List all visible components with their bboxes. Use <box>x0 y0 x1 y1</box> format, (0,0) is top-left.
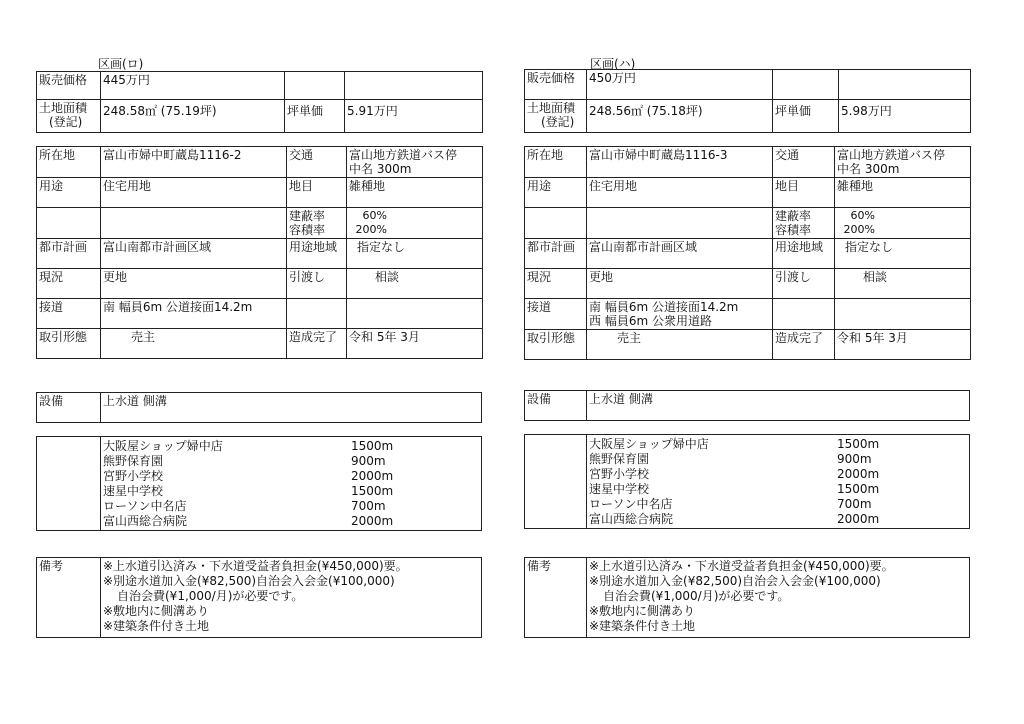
status-label: 現況 <box>37 269 101 299</box>
nearby-name: 大阪屋ショップ婦中店 <box>103 439 223 453</box>
remark-line: ※別途水道加入金(¥82,500)自治会入会金(¥100,000) <box>589 574 881 588</box>
facility-label: 設備 <box>37 393 101 423</box>
facility-table <box>36 392 482 423</box>
nearby-distance: 1500m <box>351 439 394 453</box>
nearby-list <box>101 437 482 531</box>
price-label: 販売価格 <box>525 70 587 100</box>
remark-line: ※上水道引込済み・下水道受益者負担金(¥450,000)要。 <box>103 559 408 573</box>
handover-label: 引渡し <box>773 269 835 299</box>
far-value: 200% <box>355 223 387 236</box>
nearby-item <box>589 437 967 452</box>
empty-cell <box>345 72 483 100</box>
details-table <box>36 146 482 359</box>
nearby-distance: 900m <box>351 454 386 468</box>
coverage-label: 建蔽率 <box>775 209 812 223</box>
planning-value: 富山南都市計画区域 <box>587 239 773 269</box>
facility-label: 設備 <box>525 391 587 421</box>
coverage-value: 60% <box>362 209 387 222</box>
ratio-values <box>347 208 483 239</box>
empty-cell <box>101 208 287 239</box>
empty-cell <box>525 208 587 239</box>
details-table <box>524 146 970 360</box>
remark-line: ※建築条件付き土地 <box>103 619 210 633</box>
planning-label: 都市計画 <box>525 239 587 269</box>
ratio-labels <box>287 208 347 239</box>
price-value: 445万円 <box>101 72 285 100</box>
status-label: 現況 <box>525 269 587 299</box>
transaction-value: 売主 <box>101 329 287 359</box>
completion-label: 造成完了 <box>287 329 347 359</box>
area-label-sub: (登記) <box>541 115 575 129</box>
road-line-1: 南 幅員6m 公道接面14.2m <box>589 300 739 314</box>
nearby-item <box>589 497 967 512</box>
land-category-label: 地目 <box>287 178 347 208</box>
unit-price-value: 5.98万円 <box>839 100 971 133</box>
remark-line: ※敷地内に側溝あり <box>589 604 696 618</box>
empty-cell <box>525 435 587 529</box>
nearby-name: 宮野小学校 <box>589 467 650 481</box>
nearby-list <box>587 435 970 529</box>
nearby-item <box>589 467 967 482</box>
remarks-list <box>101 558 482 638</box>
use-value: 住宅用地 <box>587 178 773 208</box>
nearby-name: 熊野保育園 <box>103 454 164 468</box>
status-value: 更地 <box>101 269 287 299</box>
nearby-item <box>103 484 479 499</box>
far-label: 容積率 <box>289 223 326 237</box>
nearby-item <box>589 482 967 497</box>
remark-line: 自治会費(¥1,000/月)が必要です。 <box>117 589 304 603</box>
price-value: 450万円 <box>587 70 773 100</box>
remark-line: ※上水道引込済み・下水道受益者負担金(¥450,000)要。 <box>589 559 894 573</box>
empty-cell <box>347 299 483 329</box>
nearby-name: ローソン中名店 <box>589 497 673 511</box>
remark-line: ※建築条件付き土地 <box>589 619 696 633</box>
road-line-1: 南 幅員6m 公道接面14.2m <box>103 300 253 314</box>
nearby-name: 速星中学校 <box>589 482 650 496</box>
area-label <box>37 100 101 133</box>
completion-value: 令和 5年 3月 <box>347 329 483 359</box>
use-label: 用途 <box>37 178 101 208</box>
transport-line-1: 富山地方鉄道バス停 <box>349 148 458 162</box>
nearby-distance: 1500m <box>351 484 394 498</box>
nearby-distance: 2000m <box>837 467 880 481</box>
coverage-label: 建蔽率 <box>289 209 326 223</box>
empty-cell <box>839 70 971 100</box>
area-label <box>525 100 587 133</box>
nearby-name: 速星中学校 <box>103 484 164 498</box>
land-category-value: 雑種地 <box>835 178 971 208</box>
transport-value <box>347 147 483 178</box>
remarks-list <box>587 558 970 638</box>
empty-cell <box>37 208 101 239</box>
facility-table <box>524 390 970 421</box>
nearby-name: 大阪屋ショップ婦中店 <box>589 437 709 451</box>
remark-line: ※別途水道加入金(¥82,500)自治会入会金(¥100,000) <box>103 574 395 588</box>
empty-cell <box>835 299 971 330</box>
unit-price-label: 坪単価 <box>773 100 839 133</box>
price-label: 販売価格 <box>37 72 101 100</box>
remarks-table <box>36 557 482 638</box>
empty-cell <box>287 299 347 329</box>
remarks-label: 備考 <box>525 558 587 638</box>
nearby-table <box>524 434 970 529</box>
road-value <box>101 299 287 329</box>
nearby-item <box>103 514 479 529</box>
nearby-name: 富山西総合病院 <box>103 514 188 528</box>
planning-value: 富山南都市計画区域 <box>101 239 287 269</box>
empty-cell <box>773 70 839 100</box>
nearby-item <box>589 512 967 527</box>
land-category-value: 雑種地 <box>347 178 483 208</box>
nearby-distance: 700m <box>837 497 872 511</box>
nearby-name: ローソン中名店 <box>103 499 187 513</box>
area-label-sub: (登記) <box>49 115 83 129</box>
empty-cell <box>587 208 773 239</box>
section-title: 区画(ロ) <box>98 57 144 71</box>
transport-line-2: 中名 300m <box>837 162 900 176</box>
price-table <box>36 71 482 133</box>
use-value: 住宅用地 <box>101 178 287 208</box>
transport-line-2: 中名 300m <box>349 162 412 176</box>
zoning-label: 用途地域 <box>773 239 835 269</box>
use-label: 用途 <box>525 178 587 208</box>
handover-label: 引渡し <box>287 269 347 299</box>
nearby-distance: 2000m <box>837 512 880 526</box>
road-label: 接道 <box>525 299 587 330</box>
nearby-distance: 2000m <box>351 514 394 528</box>
empty-cell <box>37 437 101 531</box>
transaction-value: 売主 <box>587 330 773 360</box>
nearby-item <box>103 439 479 454</box>
completion-label: 造成完了 <box>773 330 835 360</box>
section-title: 区画(ハ) <box>590 57 636 71</box>
area-value: 248.58㎡ (75.19坪) <box>101 100 285 133</box>
transaction-label: 取引形態 <box>525 330 587 360</box>
ratio-labels <box>773 208 835 239</box>
zoning-label: 用途地域 <box>287 239 347 269</box>
unit-price-value: 5.91万円 <box>345 100 483 133</box>
empty-cell <box>285 72 345 100</box>
facility-value: 上水道 側溝 <box>587 391 970 421</box>
facility-value: 上水道 側溝 <box>101 393 482 423</box>
far-value: 200% <box>843 223 875 236</box>
nearby-item <box>103 469 479 484</box>
area-label-text: 土地面積 <box>527 101 576 115</box>
remarks-table <box>524 557 970 638</box>
status-value: 更地 <box>587 269 773 299</box>
unit-price-label: 坪単価 <box>285 100 345 133</box>
far-label: 容積率 <box>775 223 812 237</box>
road-value <box>587 299 773 330</box>
transport-label: 交通 <box>287 147 347 178</box>
nearby-table <box>36 436 482 531</box>
land-category-label: 地目 <box>773 178 835 208</box>
nearby-distance: 1500m <box>837 482 880 496</box>
zoning-value: 指定なし <box>835 239 971 269</box>
transport-value <box>835 147 971 178</box>
zoning-value: 指定なし <box>347 239 483 269</box>
handover-value: 相談 <box>835 269 971 299</box>
location-value: 富山市婦中町蔵島1116-3 <box>587 147 773 178</box>
coverage-value: 60% <box>850 209 875 222</box>
remark-line: 自治会費(¥1,000/月)が必要です。 <box>603 589 790 603</box>
nearby-name: 富山西総合病院 <box>589 512 674 526</box>
empty-cell <box>773 299 835 330</box>
road-line-2: 西 幅員6m 公衆用道路 <box>589 314 712 328</box>
nearby-distance: 2000m <box>351 469 394 483</box>
completion-value: 令和 5年 3月 <box>835 330 971 360</box>
ratio-values <box>835 208 971 239</box>
handover-value: 相談 <box>347 269 483 299</box>
nearby-item <box>103 454 479 469</box>
nearby-name: 熊野保育園 <box>589 452 650 466</box>
nearby-item <box>589 452 967 467</box>
area-label-text: 土地面積 <box>39 101 88 115</box>
transport-line-1: 富山地方鉄道バス停 <box>837 148 946 162</box>
location-label: 所在地 <box>37 147 101 178</box>
location-label: 所在地 <box>525 147 587 178</box>
location-value: 富山市婦中町蔵島1116-2 <box>101 147 287 178</box>
nearby-name: 宮野小学校 <box>103 469 164 483</box>
nearby-distance: 700m <box>351 499 386 513</box>
nearby-distance: 900m <box>837 452 872 466</box>
remark-line: ※敷地内に側溝あり <box>103 604 210 618</box>
transport-label: 交通 <box>773 147 835 178</box>
nearby-distance: 1500m <box>837 437 880 451</box>
area-value: 248.56㎡ (75.18坪) <box>587 100 773 133</box>
remarks-label: 備考 <box>37 558 101 638</box>
nearby-item <box>103 499 479 514</box>
planning-label: 都市計画 <box>37 239 101 269</box>
price-table <box>524 69 970 133</box>
transaction-label: 取引形態 <box>37 329 101 359</box>
road-label: 接道 <box>37 299 101 329</box>
